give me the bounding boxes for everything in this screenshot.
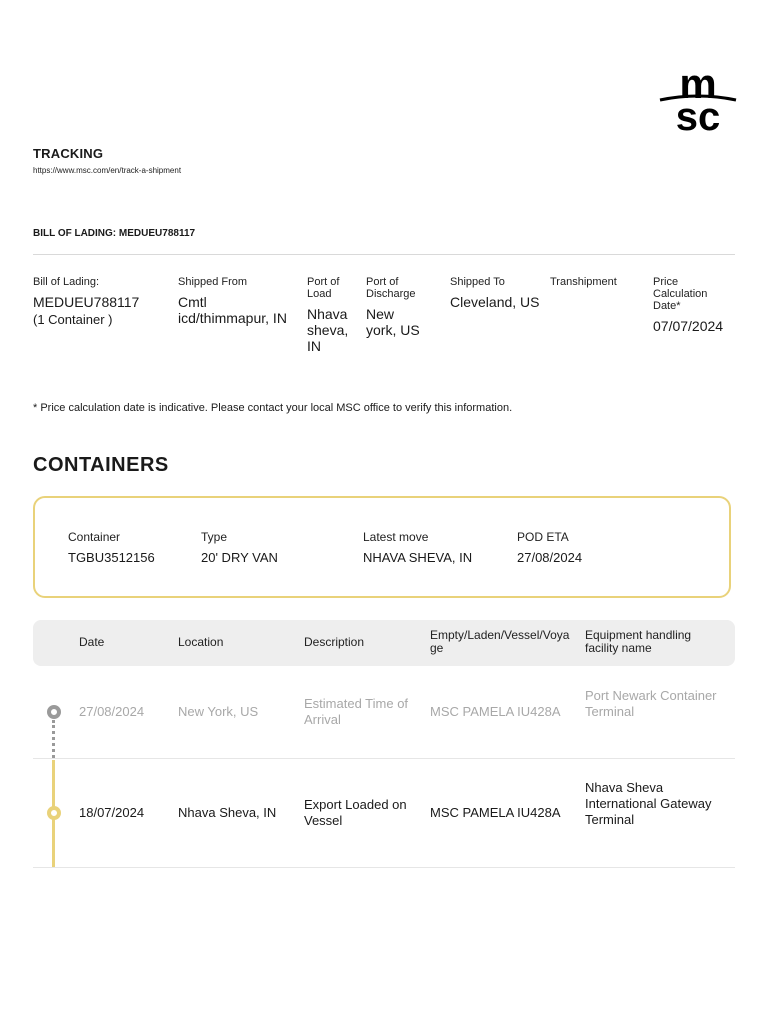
latest-move-label: Latest move [363,530,429,544]
latest-move-field [363,531,472,565]
port-load-value: Nhava sheva, IN [307,306,349,354]
svg-text:m: m [679,64,717,107]
summary-port-discharge [366,276,428,338]
page-url[interactable]: https://www.msc.com/en/track-a-shipment [33,166,182,175]
row-facility: Nhava Sheva International Gateway Terminal [585,780,712,827]
type-field [201,531,278,565]
shipped-from-label: Shipped From [178,276,248,288]
page-title: TRACKING [33,146,104,161]
port-load-label: Port of Load [307,276,340,300]
containers-heading: CONTAINERS [33,454,169,476]
summary-transhipment [550,276,640,288]
container-field [68,531,155,565]
pod-eta-value: 27/08/2024 [517,550,583,565]
row-vessel: MSC PAMELA IU428A [430,805,561,820]
row-description: Estimated Time of Arrival [304,696,409,727]
port-discharge-label: Port of Discharge [366,276,416,300]
row-date: 27/08/2024 [79,704,145,719]
summary-price-date [653,276,735,334]
svg-text:sc: sc [675,95,721,132]
header-location: Location [178,635,224,649]
bill-of-lading-heading: BILL OF LADING: MEDUEU788117 [33,228,196,239]
timeline-dot-pending-icon [47,705,61,719]
summary-shipped-to [450,276,540,310]
table-row [33,759,735,868]
header-facility: Equipment handling facility name [585,628,692,655]
msc-logo [658,64,738,132]
port-discharge-value: New york, US [366,306,420,338]
summary-shipped-from [178,276,290,326]
shipped-to-value: Cleveland, US [450,294,540,310]
container-card[interactable] [33,496,731,598]
pod-eta-label: POD ETA [517,530,569,544]
shipped-to-label: Shipped To [450,276,505,288]
bol-value: MEDUEU788117 [33,294,140,310]
pod-eta-field [517,531,582,565]
bol-label: Bill of Lading: [33,276,100,288]
row-facility: Port Newark Container Terminal [585,688,717,719]
divider [33,254,735,255]
shipped-from-value: Cmtl icd/thimmapur, IN [178,294,287,326]
price-note: * Price calculation date is indicative. Please contact your local MSC office to verify this information. [33,402,513,414]
container-label: Container [68,530,121,544]
table-row [33,670,735,759]
row-date: 18/07/2024 [79,805,145,820]
summary-bol [33,276,173,328]
header-date: Date [79,635,105,649]
transhipment-label: Transhipment [550,276,617,288]
price-date-label: Price Calculation Date* [653,276,708,312]
bol-containers: (1 Container ) [33,312,113,327]
type-value: 20' DRY VAN [201,550,278,565]
latest-move-value: NHAVA SHEVA, IN [363,550,473,565]
container-number: TGBU3512156 [68,550,155,565]
events-table-header [33,620,735,666]
header-vessel: Empty/Laden/Vessel/Voyage [430,628,570,655]
type-label: Type [201,530,228,544]
row-description: Export Loaded on Vessel [304,797,407,828]
summary-port-load [307,276,359,354]
row-location: New York, US [178,704,259,719]
row-location: Nhava Sheva, IN [178,805,277,820]
timeline-dot-complete-icon [47,806,61,820]
price-date-value: 07/07/2024 [653,318,724,334]
row-vessel: MSC PAMELA IU428A [430,704,561,719]
header-description: Description [304,635,365,649]
